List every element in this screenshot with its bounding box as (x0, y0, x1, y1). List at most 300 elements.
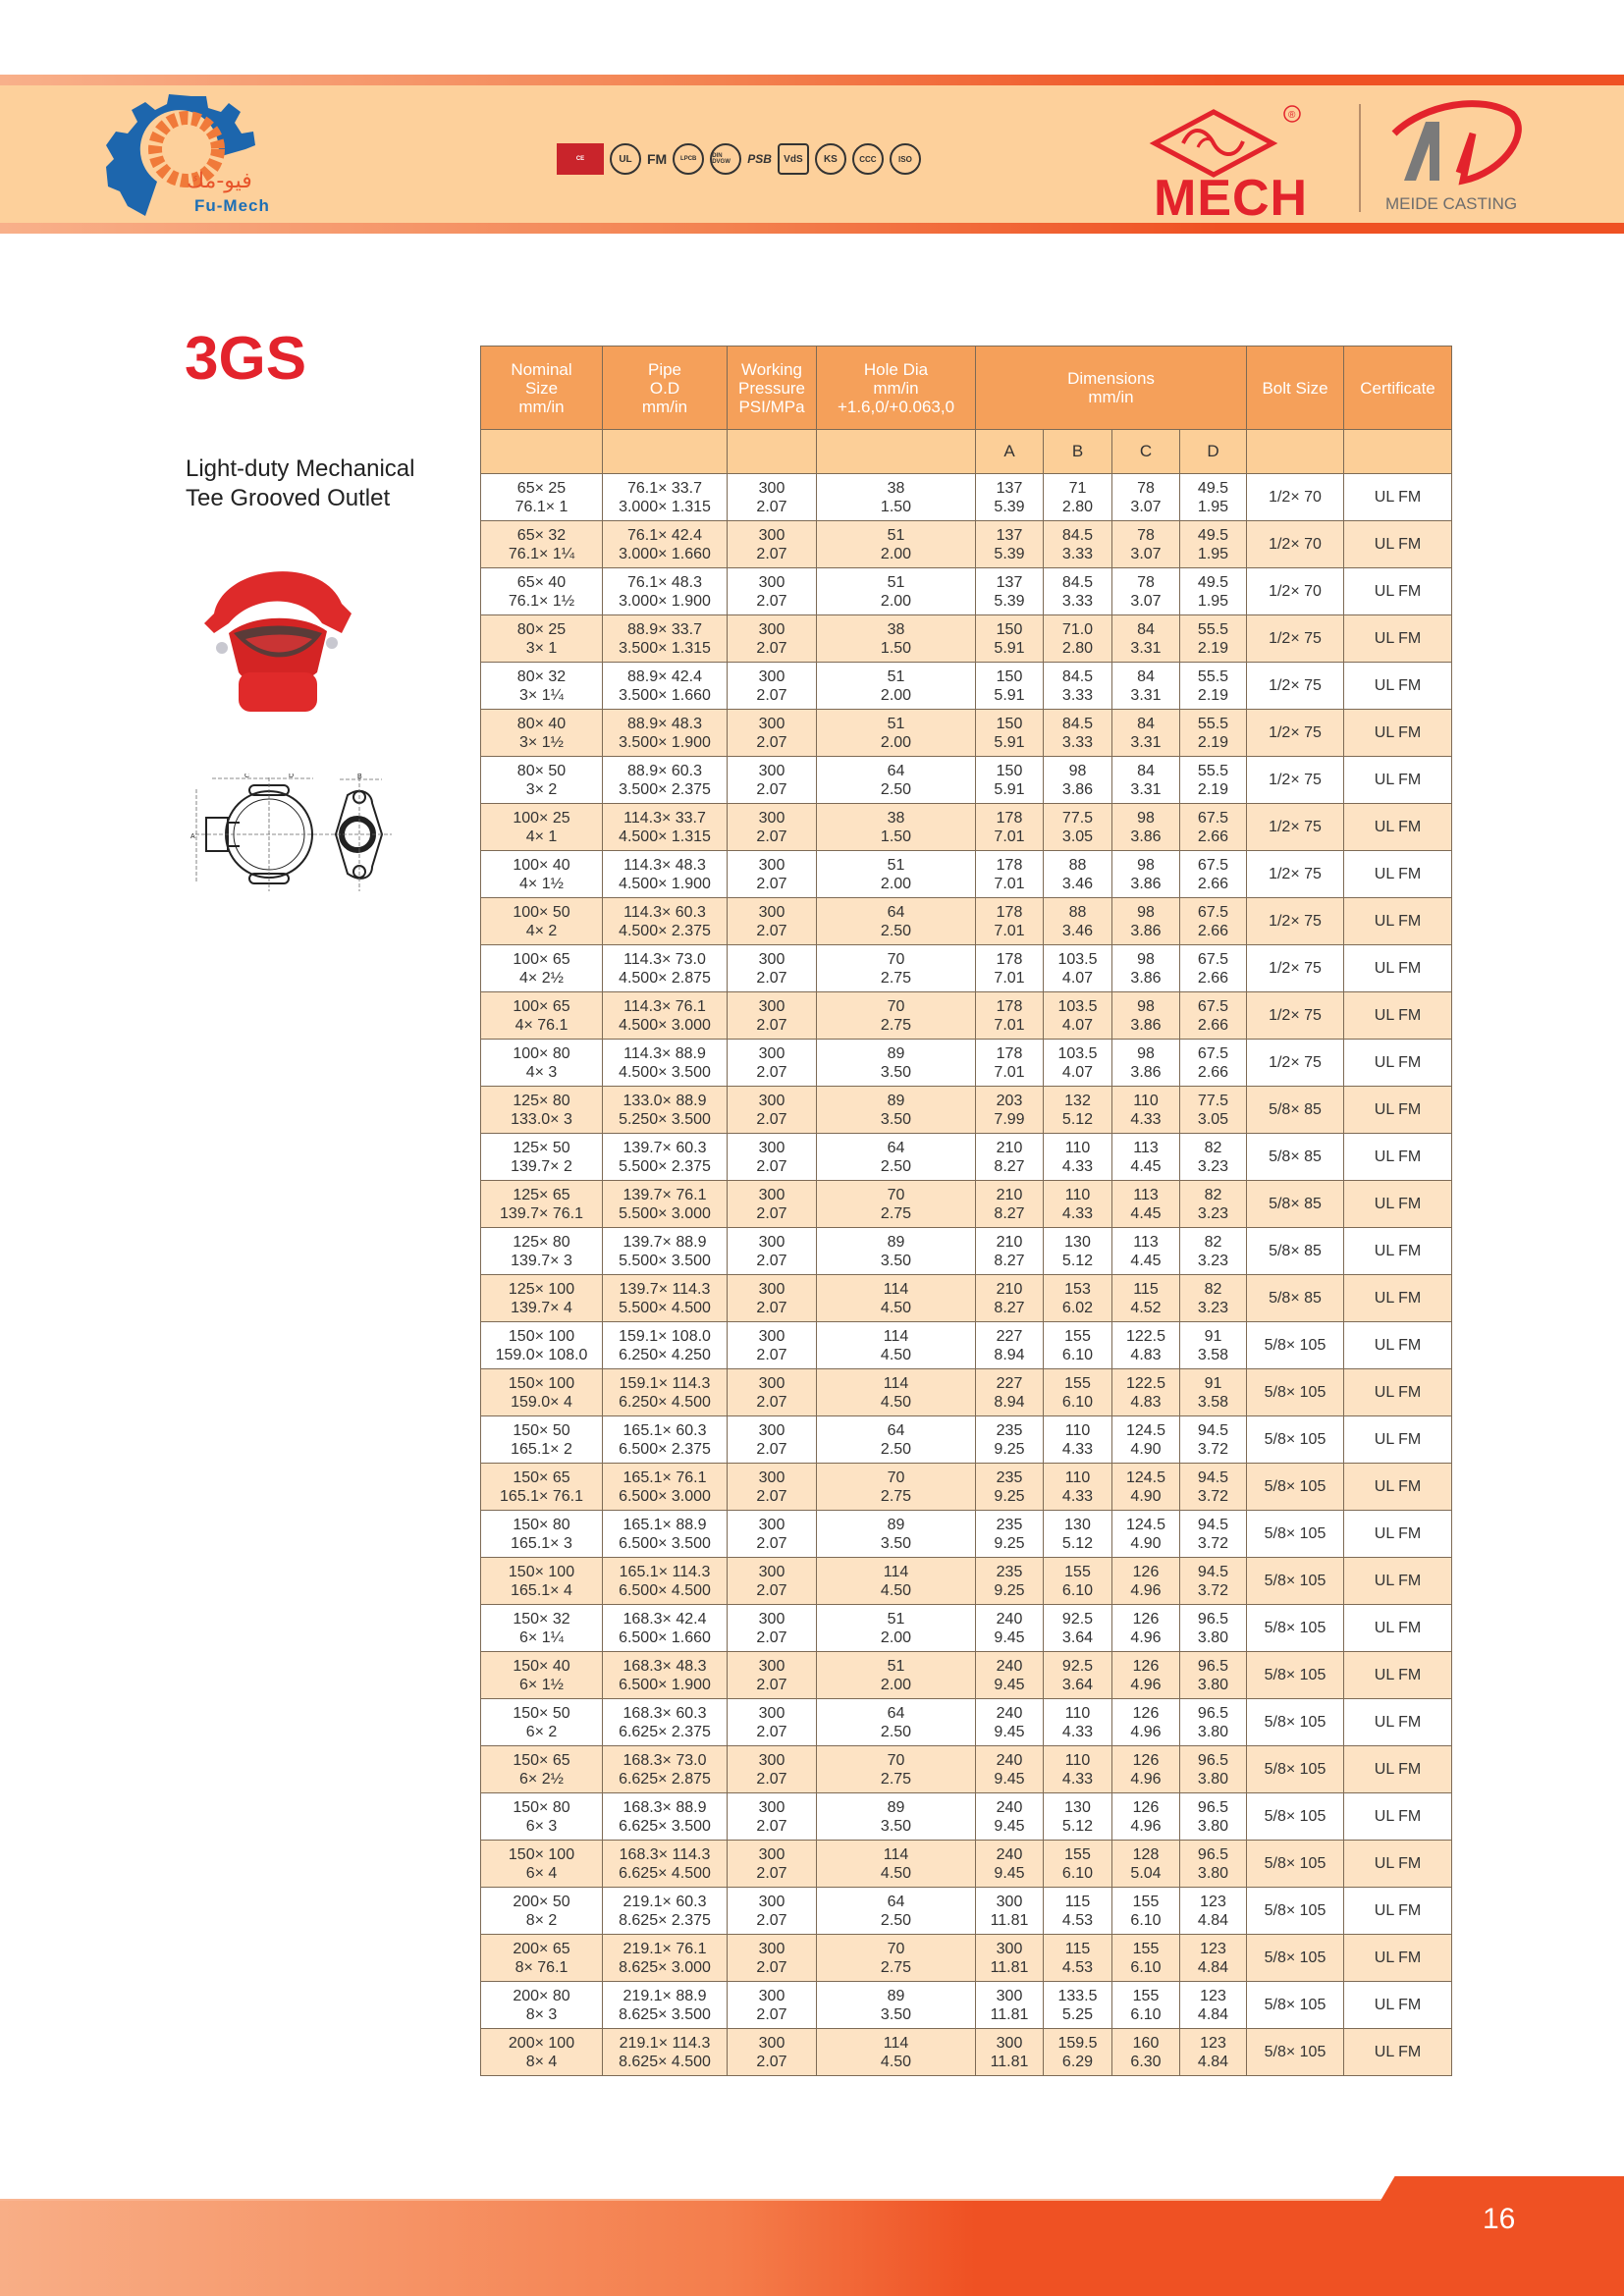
certificate-cell: UL FM (1344, 1982, 1452, 2029)
metric-value: 227 (996, 1374, 1023, 1392)
imperial-value: 3.50 (880, 1817, 912, 1835)
imperial-value: 4.96 (1130, 1676, 1162, 1693)
imperial-value: 11.81 (990, 1958, 1029, 1976)
imperial-value: 4.96 (1130, 1770, 1162, 1788)
metric-value: 70 (887, 1468, 905, 1486)
imperial-value: 7.01 (994, 969, 1025, 987)
imperial-value: 2.07 (756, 1723, 787, 1740)
metric-value: 100× 25 (513, 809, 570, 827)
metric-value: 38 (887, 479, 905, 497)
certificate-cell: UL FM (1344, 1699, 1452, 1746)
metric-value: 130 (1064, 1233, 1091, 1251)
metric-value: 300 (758, 1468, 785, 1486)
metric-value: 82 (1204, 1139, 1222, 1156)
imperial-value: 3.05 (1061, 828, 1094, 845)
imperial-value: 2.07 (756, 1911, 787, 1929)
metric-value: 67.5 (1197, 1044, 1229, 1062)
imperial-value: 2.80 (1061, 498, 1094, 515)
dim-b-cell (1044, 992, 1112, 1040)
metric-value: 114.3× 88.9 (623, 1044, 706, 1062)
metric-value: 300 (758, 1233, 785, 1251)
pipe-od-cell (603, 1322, 728, 1369)
imperial-value: 2.07 (756, 1581, 787, 1599)
pipe-od-cell (603, 1793, 728, 1841)
certificate-cell: UL FM (1344, 1134, 1452, 1181)
imperial-value: 3.23 (1197, 1252, 1229, 1269)
metric-value: 76.1× 48.3 (626, 573, 703, 591)
metric-value: 114 (883, 1563, 909, 1580)
imperial-value: 1.95 (1197, 498, 1229, 515)
dim-c-cell (1112, 1746, 1180, 1793)
imperial-value: 3.80 (1197, 1864, 1229, 1882)
bolt-size-cell: 5/8× 105 (1247, 1322, 1344, 1369)
drawing-label-c: C (244, 774, 250, 779)
imperial-value: 3.80 (1197, 1770, 1229, 1788)
metric-value: 150× 50 (513, 1704, 570, 1722)
working-pressure-cell (728, 474, 817, 521)
metric-value: 132 (1064, 1092, 1091, 1109)
imperial-value: 2.66 (1197, 875, 1229, 892)
dim-c-cell (1112, 1841, 1180, 1888)
metric-value: 125× 100 (508, 1280, 575, 1298)
imperial-value: 4.45 (1130, 1204, 1162, 1222)
imperial-value: 3.23 (1197, 1204, 1229, 1222)
imperial-value: 4.45 (1130, 1252, 1162, 1269)
certificate-cell: UL FM (1344, 1746, 1452, 1793)
metric-value: 168.3× 114.3 (619, 1845, 711, 1863)
metric-value: 103.5 (1057, 950, 1098, 968)
imperial-value: 6.29 (1061, 2053, 1094, 2070)
imperial-value: 4.96 (1130, 1817, 1162, 1835)
imperial-value: 2.07 (756, 639, 787, 657)
imperial-value: 6.10 (1130, 2005, 1162, 2023)
metric-value: 55.5 (1197, 667, 1229, 685)
working-pressure-cell (728, 1416, 817, 1464)
metric-value: 67.5 (1197, 856, 1229, 874)
metric-value: 300 (758, 1327, 785, 1345)
dim-b-cell (1044, 1369, 1112, 1416)
dim-a-cell (976, 1134, 1044, 1181)
metric-value: 98 (1137, 950, 1155, 968)
header-line: Size (524, 378, 559, 398)
metric-value: 122.5 (1125, 1327, 1166, 1345)
metric-value: 64 (887, 1421, 905, 1439)
dim-a-cell (976, 898, 1044, 945)
imperial-value: 4.50 (880, 2053, 912, 2070)
metric-value: 150× 100 (508, 1845, 575, 1863)
metric-value: 139.7× 76.1 (623, 1186, 707, 1203)
nominal-size-cell (481, 1322, 603, 1369)
dim-c-cell (1112, 1511, 1180, 1558)
metric-value: 300 (758, 1893, 785, 1910)
nominal-size-cell (481, 898, 603, 945)
metric-value: 159.1× 114.3 (619, 1374, 711, 1392)
imperial-value: 3.72 (1197, 1534, 1229, 1552)
dim-a-cell (976, 1746, 1044, 1793)
imperial-value: 4.50 (880, 1864, 912, 1882)
pipe-od-cell (603, 568, 728, 615)
bolt-size-cell: 5/8× 105 (1247, 2029, 1344, 2076)
imperial-value: 6.10 (1061, 1393, 1094, 1411)
metric-value: 114.3× 73.0 (623, 950, 706, 968)
nominal-size-cell (481, 615, 603, 663)
hole-dia-cell (817, 1652, 976, 1699)
metric-value: 100× 50 (513, 903, 570, 921)
working-pressure-cell (728, 521, 817, 568)
metric-value: 300 (758, 667, 785, 685)
dim-a-cell (976, 1181, 1044, 1228)
imperial-value: 8.94 (994, 1393, 1025, 1411)
metric-value: 110 (1064, 1139, 1091, 1156)
header-line: Working (740, 359, 803, 379)
table-row (481, 1416, 1452, 1464)
metric-value: 113 (1133, 1233, 1159, 1251)
working-pressure-cell (728, 992, 817, 1040)
dim-d-cell (1180, 1888, 1247, 1935)
imperial-value: 4.07 (1061, 1063, 1094, 1081)
metric-value: 210 (996, 1186, 1023, 1203)
subheader-empty (728, 430, 817, 474)
table-row (481, 663, 1452, 710)
hole-dia-cell (817, 1416, 976, 1464)
imperial-value: 8.27 (994, 1204, 1025, 1222)
metric-value: 139.7× 60.3 (623, 1139, 707, 1156)
dim-d-cell (1180, 615, 1247, 663)
nominal-size-cell (481, 1652, 603, 1699)
imperial-value: 2.07 (756, 1110, 787, 1128)
metric-value: 160 (1132, 2034, 1160, 2052)
metric-value: 300 (758, 1987, 785, 2004)
imperial-value: 6.500× 4.500 (619, 1581, 711, 1599)
imperial-value: 9.45 (994, 1864, 1025, 1882)
dim-c-cell (1112, 1087, 1180, 1134)
metric-value: 150× 40 (513, 1657, 570, 1675)
imperial-value: 2.07 (756, 1487, 787, 1505)
metric-value: 110 (1064, 1186, 1091, 1203)
certificate-cell: UL FM (1344, 521, 1452, 568)
dim-c-cell (1112, 1793, 1180, 1841)
dim-b-cell (1044, 898, 1112, 945)
bolt-size-cell: 1/2× 70 (1247, 474, 1344, 521)
imperial-value: 4.33 (1130, 1110, 1162, 1128)
hole-dia-cell (817, 851, 976, 898)
dim-b-cell (1044, 2029, 1112, 2076)
bolt-size-cell: 5/8× 105 (1247, 1558, 1344, 1605)
working-pressure-cell (728, 1699, 817, 1746)
metric-value: 165.1× 60.3 (623, 1421, 707, 1439)
metric-value: 165.1× 114.3 (619, 1563, 711, 1580)
pipe-od-cell (603, 663, 728, 710)
pipe-od-cell (603, 1181, 728, 1228)
metric-value: 128 (1132, 1845, 1160, 1863)
dim-b-cell (1044, 1322, 1112, 1369)
certificate-cell: UL FM (1344, 1275, 1452, 1322)
imperial-value: 6× 4 (525, 1864, 558, 1882)
metric-value: 200× 50 (513, 1893, 570, 1910)
metric-value: 178 (996, 809, 1023, 827)
metric-value: 123 (1200, 2034, 1226, 2052)
metric-value: 155 (1064, 1563, 1091, 1580)
pipe-od-cell (603, 615, 728, 663)
dim-b-cell (1044, 1841, 1112, 1888)
metric-value: 210 (996, 1139, 1023, 1156)
nominal-size-cell (481, 1511, 603, 1558)
pipe-od-cell (603, 1369, 728, 1416)
metric-value: 89 (887, 1798, 905, 1816)
lpcb-mark-icon: LPCB (673, 143, 704, 175)
metric-value: 80× 50 (516, 762, 567, 779)
imperial-value: 6.625× 4.500 (619, 1864, 711, 1882)
imperial-value: 6× 2½ (519, 1770, 564, 1788)
imperial-value: 8.27 (994, 1299, 1025, 1316)
imperial-value: 4× 76.1 (514, 1016, 568, 1034)
imperial-value: 4.83 (1130, 1346, 1162, 1363)
nominal-size-cell (481, 1181, 603, 1228)
working-pressure-cell (728, 804, 817, 851)
table-row (481, 1322, 1452, 1369)
metric-value: 49.5 (1197, 573, 1229, 591)
dim-a-cell (976, 757, 1044, 804)
metric-value: 96.5 (1197, 1845, 1229, 1863)
pipe-od-cell (603, 1699, 728, 1746)
imperial-value: 2.07 (756, 1770, 787, 1788)
certificate-cell: UL FM (1344, 568, 1452, 615)
dim-b-cell (1044, 1087, 1112, 1134)
imperial-value: 8.625× 4.500 (619, 2053, 711, 2070)
imperial-value: 5.39 (994, 545, 1025, 562)
metric-value: 150 (996, 667, 1023, 685)
metric-value: 114 (883, 1374, 909, 1392)
working-pressure-cell (728, 851, 817, 898)
imperial-value: 6.500× 1.660 (619, 1629, 711, 1646)
pipe-od-cell (603, 1888, 728, 1935)
table-row (481, 568, 1452, 615)
metric-value: 91 (1204, 1327, 1222, 1345)
imperial-value: 3.23 (1197, 1157, 1229, 1175)
imperial-value: 11.81 (990, 2005, 1029, 2023)
metric-value: 94.5 (1197, 1563, 1229, 1580)
bolt-size-cell: 5/8× 85 (1247, 1228, 1344, 1275)
imperial-value: 2.75 (880, 1204, 912, 1222)
dim-c-cell (1112, 1322, 1180, 1369)
metric-value: 150 (996, 620, 1023, 638)
imperial-value: 5.500× 3.500 (619, 1252, 711, 1269)
header-line: mm/in (873, 378, 919, 398)
dim-b-cell (1044, 1699, 1112, 1746)
imperial-value: 11.81 (990, 1911, 1029, 1929)
nominal-size-cell (481, 851, 603, 898)
imperial-value: 8× 76.1 (514, 1958, 568, 1976)
footer-band (0, 2201, 1624, 2296)
dim-a-cell (976, 1416, 1044, 1464)
metric-value: 227 (996, 1327, 1023, 1345)
dim-c-cell (1112, 568, 1180, 615)
table-row (481, 1275, 1452, 1322)
metric-value: 55.5 (1197, 715, 1229, 732)
metric-value: 96.5 (1197, 1798, 1229, 1816)
metric-value: 130 (1064, 1798, 1091, 1816)
header-top-stripe (0, 75, 1624, 85)
dim-a-cell (976, 1322, 1044, 1369)
metric-value: 98 (1137, 809, 1155, 827)
metric-value: 300 (758, 1657, 785, 1675)
metric-value: 114.3× 76.1 (623, 997, 706, 1015)
metric-value: 155 (1132, 1940, 1160, 1957)
table-row (481, 804, 1452, 851)
metric-value: 92.5 (1061, 1610, 1094, 1628)
dim-b-cell (1044, 615, 1112, 663)
imperial-value: 4× 2½ (519, 969, 564, 987)
metric-value: 165.1× 76.1 (623, 1468, 707, 1486)
imperial-value: 8.625× 3.500 (619, 2005, 711, 2023)
imperial-value: 2.07 (756, 498, 787, 515)
ccc-mark-icon: CCC (852, 143, 884, 175)
metric-value: 155 (1132, 1893, 1160, 1910)
imperial-value: 9.25 (994, 1487, 1025, 1505)
imperial-value: 159.0× 108.0 (495, 1346, 588, 1363)
imperial-value: 4.53 (1061, 1958, 1094, 1976)
imperial-value: 2.07 (756, 1534, 787, 1552)
dim-b-cell (1044, 945, 1112, 992)
metric-value: 219.1× 60.3 (623, 1893, 707, 1910)
pipe-od-cell (603, 2029, 728, 2076)
metric-value: 235 (996, 1563, 1023, 1580)
imperial-value: 3.33 (1061, 592, 1094, 610)
imperial-value: 9.45 (994, 1629, 1025, 1646)
imperial-value: 3.07 (1130, 498, 1162, 515)
dim-a-cell (976, 2029, 1044, 2076)
bolt-size-cell: 5/8× 105 (1247, 1699, 1344, 1746)
working-pressure-cell (728, 1888, 817, 1935)
metric-value: 64 (887, 903, 905, 921)
nominal-size-cell (481, 804, 603, 851)
bolt-size-cell: 5/8× 85 (1247, 1087, 1344, 1134)
certificate-cell: UL FM (1344, 1416, 1452, 1464)
working-pressure-cell (728, 1228, 817, 1275)
imperial-value: 8.27 (994, 1252, 1025, 1269)
dim-d-cell (1180, 945, 1247, 992)
dim-c-cell (1112, 474, 1180, 521)
working-pressure-cell (728, 615, 817, 663)
dim-c-cell (1112, 851, 1180, 898)
bolt-size-cell: 1/2× 75 (1247, 757, 1344, 804)
imperial-value: 3.64 (1061, 1629, 1094, 1646)
metric-value: 126 (1132, 1657, 1160, 1675)
metric-value: 168.3× 73.0 (623, 1751, 707, 1769)
dim-a-cell (976, 1605, 1044, 1652)
certificate-cell: UL FM (1344, 757, 1452, 804)
dim-a-cell (976, 663, 1044, 710)
header-hole-dia (817, 347, 976, 430)
imperial-value: 3.000× 1.900 (619, 592, 711, 610)
imperial-value: 6.30 (1130, 2053, 1162, 2070)
nominal-size-cell (481, 710, 603, 757)
imperial-value: 5.91 (994, 733, 1025, 751)
nominal-size-cell (481, 1558, 603, 1605)
metric-value: 300 (996, 2034, 1023, 2052)
metric-value: 155 (1132, 1987, 1160, 2004)
dim-a-cell (976, 1699, 1044, 1746)
certificate-cell: UL FM (1344, 1181, 1452, 1228)
metric-value: 150 (996, 762, 1023, 779)
certificate-cell: UL FM (1344, 1841, 1452, 1888)
metric-value: 94.5 (1197, 1421, 1229, 1439)
table-row (481, 1558, 1452, 1605)
metric-value: 89 (887, 1092, 905, 1109)
metric-value: 178 (996, 950, 1023, 968)
metric-value: 51 (887, 1657, 905, 1675)
metric-value: 150× 50 (513, 1421, 570, 1439)
imperial-value: 2.50 (880, 922, 912, 939)
mech-logo-text: MECH (1154, 170, 1309, 227)
pipe-od-cell (603, 521, 728, 568)
imperial-value: 2.07 (756, 1440, 787, 1458)
pipe-od-cell (603, 1511, 728, 1558)
metric-value: 124.5 (1125, 1516, 1166, 1533)
dim-b-cell (1044, 851, 1112, 898)
working-pressure-cell (728, 1322, 817, 1369)
metric-value: 300 (758, 1186, 785, 1203)
working-pressure-cell (728, 1087, 817, 1134)
metric-value: 114 (883, 1845, 909, 1863)
imperial-value: 6.10 (1130, 1911, 1162, 1929)
imperial-value: 3.80 (1197, 1723, 1229, 1740)
dim-d-cell (1180, 898, 1247, 945)
metric-value: 49.5 (1197, 526, 1229, 544)
imperial-value: 3.31 (1130, 733, 1162, 751)
metric-value: 55.5 (1197, 762, 1229, 779)
imperial-value: 76.1× 1½ (508, 592, 575, 610)
imperial-value: 3.86 (1130, 969, 1162, 987)
bolt-size-cell: 5/8× 105 (1247, 1982, 1344, 2029)
metric-value: 77.5 (1197, 1092, 1229, 1109)
working-pressure-cell (728, 757, 817, 804)
metric-value: 300 (758, 997, 785, 1015)
imperial-value: 3× 1 (525, 639, 558, 657)
metric-value: 80× 40 (516, 715, 567, 732)
metric-value: 300 (758, 1751, 785, 1769)
dim-c-cell (1112, 1369, 1180, 1416)
metric-value: 133.0× 88.9 (623, 1092, 707, 1109)
imperial-value: 6.500× 1.900 (619, 1676, 711, 1693)
hole-dia-cell (817, 710, 976, 757)
imperial-value: 2.07 (756, 2053, 787, 2070)
nominal-size-cell (481, 1228, 603, 1275)
metric-value: 300 (758, 526, 785, 544)
dim-d-cell (1180, 1322, 1247, 1369)
product-photo (194, 555, 356, 736)
metric-value: 123 (1200, 1940, 1226, 1957)
pipe-od-cell (603, 1464, 728, 1511)
dim-d-cell (1180, 757, 1247, 804)
imperial-value: 159.0× 4 (511, 1393, 572, 1411)
metric-value: 96.5 (1197, 1704, 1229, 1722)
imperial-value: 3.72 (1197, 1581, 1229, 1599)
imperial-value: 4.500× 2.375 (619, 922, 711, 939)
dim-d-cell (1180, 568, 1247, 615)
imperial-value: 8.94 (994, 1346, 1025, 1363)
imperial-value: 2.07 (756, 1157, 787, 1175)
metric-value: 84.5 (1061, 526, 1094, 544)
nominal-size-cell (481, 1605, 603, 1652)
pipe-od-cell (603, 1935, 728, 1982)
imperial-value: 3.86 (1130, 1016, 1162, 1034)
metric-value: 240 (996, 1798, 1023, 1816)
drawing-label-a: A (190, 833, 195, 840)
metric-value: 300 (758, 1139, 785, 1156)
hole-dia-cell (817, 1605, 976, 1652)
imperial-value: 2.00 (880, 875, 912, 892)
